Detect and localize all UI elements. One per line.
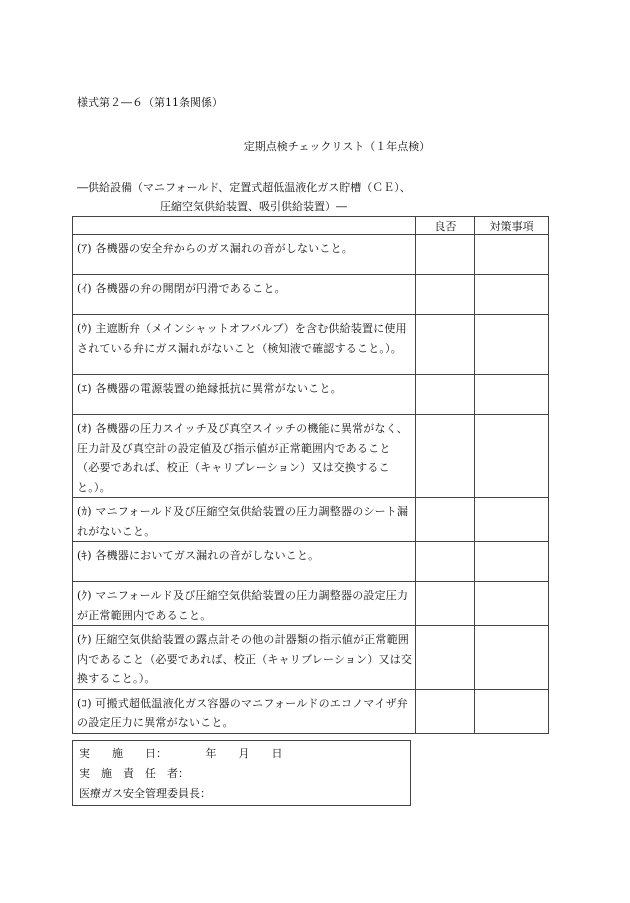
- result-cell[interactable]: [416, 275, 475, 315]
- checklist-table: [72, 216, 549, 734]
- table-header-row: [73, 217, 549, 235]
- result-cell[interactable]: [416, 498, 475, 542]
- check-item-text: (ｳ) 主遮断弁（メインシャットオフバルブ）を含む供給装置に使用されている弁にガス漏れがないこと（検知液で確認すること。）。: [73, 315, 416, 375]
- check-item-text: (ｸ) マニフォールド及び圧縮空気供給装置の圧力調整器の設定圧力が正常範囲内であること。: [73, 582, 416, 626]
- table-row: [73, 415, 549, 498]
- header-item: [73, 217, 416, 235]
- measure-cell[interactable]: [475, 375, 549, 415]
- table-row: [73, 542, 549, 582]
- document-title: 定期点検チェックリスト（１年点検）: [243, 140, 431, 153]
- result-cell[interactable]: [416, 315, 475, 375]
- check-item-text: (ｴ) 各機器の電源装置の絶縁抵抗に異常がないこと。: [73, 375, 416, 415]
- responsible-person-label: 実 施 責 任 者：: [79, 767, 189, 780]
- measure-cell[interactable]: [475, 235, 549, 275]
- measure-cell[interactable]: [475, 275, 549, 315]
- check-item-text: (ｶ) マニフォールド及び圧縮空気供給装置の圧力調整器のシート漏れがないこと。: [73, 498, 416, 542]
- table-row: [73, 235, 549, 275]
- measure-cell[interactable]: [475, 498, 549, 542]
- table-row: [73, 498, 549, 542]
- subtitle-line-1: ―供給設備（マニフォールド、定置式超低温液化ガス貯槽（ＣＥ）、: [77, 181, 411, 194]
- result-cell[interactable]: [416, 626, 475, 690]
- table-row: [73, 626, 549, 690]
- measure-cell[interactable]: [475, 626, 549, 690]
- subtitle-line-2: 圧縮空気供給装置、吸引供給装置）―: [160, 200, 347, 213]
- header-measure: 対策事項: [475, 217, 549, 235]
- check-item-text: (ｵ) 各機器の圧力スイッチ及び真空スイッチの機能に異常がなく、圧力計及び真空計の設定値及び指示値が正常範囲内であること（必要であれば、校正（キャリブレーション）又は交換すること。）。: [73, 415, 416, 498]
- measure-cell[interactable]: [475, 415, 549, 498]
- form-number: 様式第２―６（第11条関係）: [77, 96, 223, 109]
- result-cell[interactable]: [416, 415, 475, 498]
- check-item-text: (ｷ) 各機器においてガス漏れの音がしないこと。: [73, 542, 416, 582]
- result-cell[interactable]: [416, 689, 475, 733]
- measure-cell[interactable]: [475, 689, 549, 733]
- committee-chair-label: 医療ガス安全管理委員長：: [79, 787, 211, 800]
- table-row: [73, 275, 549, 315]
- table-row: [73, 689, 549, 733]
- check-item-text: (ｱ) 各機器の安全弁からのガス漏れの音がしないこと。: [73, 235, 416, 275]
- check-item-text: (ｲ) 各機器の弁の開閉が円滑であること。: [73, 275, 416, 315]
- table-row: [73, 582, 549, 626]
- result-cell[interactable]: [416, 235, 475, 275]
- measure-cell[interactable]: [475, 315, 549, 375]
- result-cell[interactable]: [416, 582, 475, 626]
- table-row: [73, 315, 549, 375]
- check-item-text: (ｺ) 可搬式超低温液化ガス容器のマニフォールドのエコノマイザ弁の設定圧力に異常がないこと。: [73, 689, 416, 733]
- measure-cell[interactable]: [475, 582, 549, 626]
- measure-cell[interactable]: [475, 542, 549, 582]
- result-cell[interactable]: [416, 375, 475, 415]
- date-label: 実 施 日： 年 月 日: [79, 747, 283, 760]
- header-result: 良否: [416, 217, 475, 235]
- table-row: [73, 375, 549, 415]
- result-cell[interactable]: [416, 542, 475, 582]
- signature-box: [72, 740, 411, 806]
- check-item-text: (ｹ) 圧縮空気供給装置の露点計その他の計器類の指示値が正常範囲内であること（必要であれば、校正（キャリブレーション）又は交換すること。）。: [73, 626, 416, 690]
